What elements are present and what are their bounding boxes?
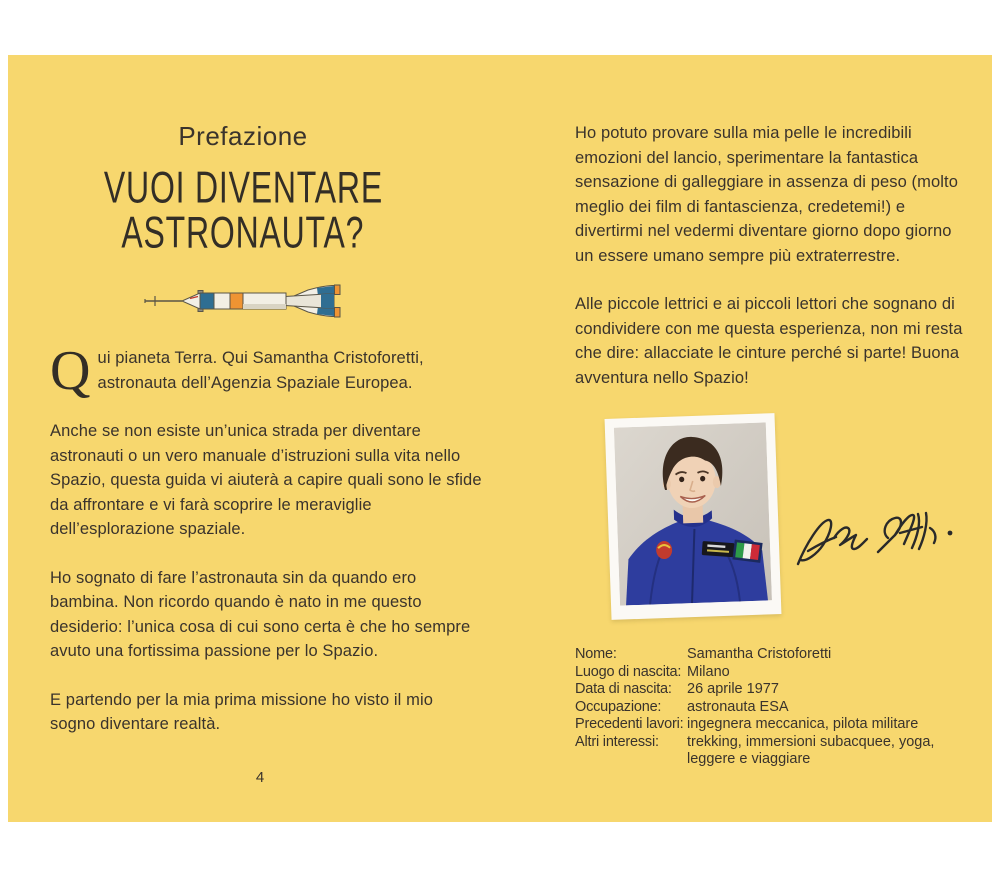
chapter-title xyxy=(38,163,448,258)
profile-label: Luogo di nascita: xyxy=(575,663,682,680)
body-paragraph-3: Ho sognato di fare l’astronauta sin da quando ero bambina. Non ricordo quando è nato in me questo desiderio: l’unica cosa di cui sono certa è che ho sempre avuto una fortissima passione per lo Spazio. xyxy=(50,568,471,660)
profile-value: Samantha Cristoforetti xyxy=(687,646,832,662)
profile-label: Nome: xyxy=(575,646,617,662)
profile-label: Altri interessi: xyxy=(575,733,659,750)
profile-list xyxy=(575,646,992,769)
profile-value: astronauta ESA xyxy=(687,698,789,715)
profile-value: trekking, immersioni subacquee, yoga, leggere e viaggiare xyxy=(687,733,935,767)
body-paragraph-opening xyxy=(50,340,482,402)
profile-row-occupazione xyxy=(575,699,992,717)
body-paragraph-6: Alle piccole lettrici e ai piccoli lettori che sognano di condividere con me questa esperienza, non mi resta che dire: allacciate le cinture perché si parte! Buona avventura nello Spazio! xyxy=(575,295,963,387)
profile-row-nome xyxy=(575,646,992,664)
right-page xyxy=(500,55,992,822)
profile-label: Data di nascita: xyxy=(575,681,672,697)
profile-value: ingegnera meccanica, pilota militare xyxy=(687,716,919,732)
soyuz-rocket-icon xyxy=(142,278,342,324)
body-paragraph-4: E partendo per la mia prima missione ho visto il mio sogno diventare realtà. xyxy=(50,690,434,733)
body-paragraph-5: Ho potuto provare sulla mia pelle le incredibili emozioni del lancio, sperimentare la fantastica sensazione di galleggiare in assenza di peso (molto meglio dei film di fantascienza, credetemi!) e divertirmi nel vedermi diventare giorno dopo giorno un essere umano sempre più extraterrestre. xyxy=(575,124,958,265)
preface-label: Prefazione xyxy=(178,121,308,151)
profile-label: Precedenti lavori: xyxy=(575,716,684,732)
opening-text: ui pianeta Terra. Qui Samantha Cristoforetti, astronauta dell’Agenzia Spaziale Europea. xyxy=(97,349,424,392)
chapter-title-line-2: ASTRONAUTA? xyxy=(121,208,365,258)
page-number: 4 xyxy=(255,769,265,786)
left-page xyxy=(8,55,500,822)
body-paragraph-2: Anche se non esiste un’unica strada per diventare astronauti o un vero manuale d’istruzioni sulla vita nello Spazio, questa guida vi aiuterà a capire quali sono le sfide da affrontare e vi farà scoprire le meraviglie dell’esplorazione spaziale. xyxy=(50,422,482,538)
chapter-title-line-1: VUOI DIVENTARE xyxy=(103,163,383,213)
rocket-illustration xyxy=(142,278,342,324)
profile-row-altri-interessi xyxy=(575,734,992,769)
profile-row-luogo-di-nascita xyxy=(575,664,992,682)
signature xyxy=(792,506,958,570)
profile-row-precedenti-lavori xyxy=(575,716,992,734)
profile-label: Occupazione: xyxy=(575,698,662,715)
dropcap: Q xyxy=(50,340,91,402)
polaroid-frame xyxy=(605,413,782,620)
profile-value: Milano xyxy=(687,663,730,680)
astronaut-portrait-photo xyxy=(614,422,772,605)
book-spread xyxy=(8,55,992,822)
photo-and-signature-row xyxy=(500,414,992,628)
profile-row-data-di-nascita xyxy=(575,681,992,699)
profile-value: 26 aprile 1977 xyxy=(687,681,779,697)
